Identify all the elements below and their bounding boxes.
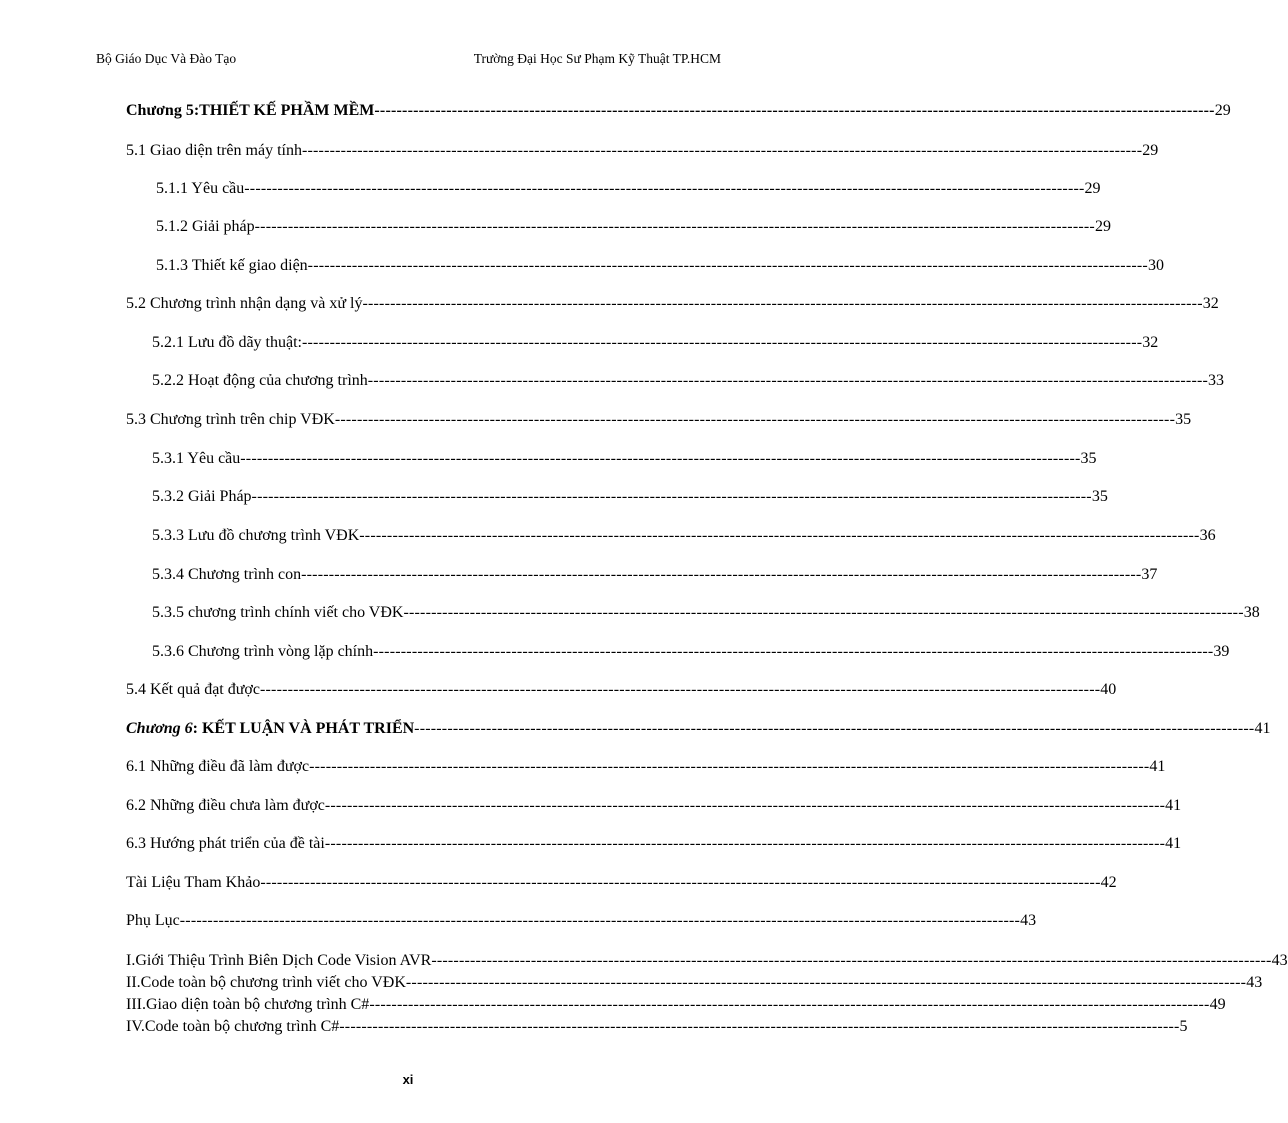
toc-leader-dots: -------------------------------------------------------------------------------------------------------------------------------------------------------- [259,681,1101,698]
toc-leader-dots: -------------------------------------------------------------------------------------------------------------------------------------------------------- [339,1018,1180,1035]
toc-page-number: 41 [1254,720,1271,737]
toc-entry[interactable] [152,565,1158,585]
toc-leader-dots: -------------------------------------------------------------------------------------------------------------------------------------------------------- [251,488,1092,505]
toc-entry[interactable] [126,873,1117,893]
page-number: xi [402,1072,414,1087]
toc-entry-title: 6.3 Hướng phát triển của đề tài [126,835,325,852]
toc-leader-dots: -------------------------------------------------------------------------------------------------------------------------------------------------------- [301,142,1143,159]
toc-entry[interactable] [152,526,1216,546]
toc-entry-title: 5.3.1 Yêu cầu [152,450,241,467]
toc-leader-dots: -------------------------------------------------------------------------------------------------------------------------------------------------------- [431,952,1272,969]
toc-page-number: 33 [1208,372,1225,389]
toc-entry[interactable] [126,973,1263,993]
toc-leader-dots: -------------------------------------------------------------------------------------------------------------------------------------------------------- [359,527,1200,544]
toc-page-number: 35 [1091,488,1108,505]
toc-entry[interactable] [126,834,1182,854]
toc-entry-title: 5.1.1 Yêu cầu [156,180,245,197]
toc-entry[interactable] [126,757,1166,777]
toc-page-number: 5 [1179,1018,1188,1035]
toc-entry[interactable] [152,642,1230,662]
toc-page-number: 35 [1080,450,1097,467]
toc-entry-title: 5.3.3 Lưu đồ chương trình VĐK [152,527,360,544]
toc-leader-dots: -------------------------------------------------------------------------------------------------------------------------------------------------------- [374,102,1215,119]
toc-entry[interactable] [156,256,1164,276]
toc-entry[interactable] [126,995,1226,1015]
toc-entry-title: 5.3.4 Chương trình con [152,566,302,583]
toc-entry-title: Tài Liệu Tham Khảo [126,874,261,891]
toc-entry[interactable] [156,217,1111,237]
toc-leader-dots: -------------------------------------------------------------------------------------------------------------------------------------------------------- [307,257,1148,274]
toc-page-number: 29 [1214,102,1231,119]
toc-leader-dots: -------------------------------------------------------------------------------------------------------------------------------------------------------- [373,643,1214,660]
toc-entry-title: 5.2 Chương trình nhận dạng và xử lý [126,295,363,312]
toc-entry[interactable] [126,719,1271,739]
toc-page-number: 32 [1142,334,1159,351]
toc-leader-dots: -------------------------------------------------------------------------------------------------------------------------------------------------------- [179,912,1021,929]
toc-page-number: 49 [1209,996,1226,1013]
toc-leader-dots: -------------------------------------------------------------------------------------------------------------------------------------------------------- [405,974,1247,991]
toc-entry-title: II.Code toàn bộ chương trình viết cho VĐK [126,974,406,991]
toc-entry-title: 5.4 Kết quả đạt được [126,681,260,698]
toc-entry[interactable] [156,179,1101,199]
header-left: Bộ Giáo Dục Và Đào Tạo [96,51,237,66]
toc-entry-title: I.Giới Thiệu Trình Biên Dịch Code Vision AVR [126,952,432,969]
header-right: Trường Đại Học Sư Phạm Kỹ Thuật TP.HCM [473,51,721,66]
toc-leader-dots: -------------------------------------------------------------------------------------------------------------------------------------------------------- [301,334,1143,351]
toc-entry[interactable] [126,101,1231,121]
toc-entry[interactable] [152,371,1225,391]
toc-leader-dots: -------------------------------------------------------------------------------------------------------------------------------------------------------- [254,218,1095,235]
toc-entry-title: 5.3.6 Chương trình vòng lặp chính [152,643,374,660]
toc-entry[interactable] [126,680,1117,700]
toc-entry[interactable] [126,294,1219,314]
toc-entry-title: 5.3 Chương trình trên chip VĐK [126,411,335,428]
toc-page-number: 29 [1084,180,1101,197]
toc-entry[interactable] [152,603,1260,623]
toc-page-number: 41 [1165,797,1182,814]
toc-entry[interactable] [126,796,1182,816]
toc-entry-title: 5.1.2 Giải pháp [156,218,255,235]
toc-entry-title: 6.2 Những điều chưa làm được [126,797,325,814]
toc-leader-dots: -------------------------------------------------------------------------------------------------------------------------------------------------------- [260,874,1101,891]
toc-leader-dots: -------------------------------------------------------------------------------------------------------------------------------------------------------- [369,996,1210,1013]
toc-entry[interactable] [126,911,1037,931]
toc-entry-title: 5.3.2 Giải Pháp [152,488,252,505]
toc-leader-dots: -------------------------------------------------------------------------------------------------------------------------------------------------------- [403,604,1244,621]
toc-leader-dots: -------------------------------------------------------------------------------------------------------------------------------------------------------- [362,295,1203,312]
toc-page-number: 37 [1141,566,1158,583]
toc-entry-title-cont: : KẾT LUẬN VÀ PHÁT TRIỂN [192,720,415,737]
toc-entry[interactable] [152,487,1108,507]
toc-entry-title: 5.1 Giao diện trên máy tính [126,142,302,159]
toc-entry-title: 5.2.1 Lưu đồ dãy thuật: [152,334,302,351]
toc-leader-dots: -------------------------------------------------------------------------------------------------------------------------------------------------------- [414,720,1255,737]
toc-leader-dots: -------------------------------------------------------------------------------------------------------------------------------------------------------- [324,797,1166,814]
toc-page-number: 38 [1243,604,1260,621]
toc-page-number: 40 [1100,681,1117,698]
toc-page-number: 42 [1100,874,1117,891]
toc-entry-title: Chương 6 [126,720,193,737]
toc-page-number: 30 [1147,257,1164,274]
toc-entry[interactable] [126,141,1159,161]
toc-leader-dots: -------------------------------------------------------------------------------------------------------------------------------------------------------- [334,411,1176,428]
toc-page-number: 41 [1149,758,1166,775]
toc-entry-title: Chương 5: [126,102,200,119]
toc-entry-title: Phụ Lục [126,912,180,929]
toc-entry-title-cont: THIẾT KẾ PHẦM MỀM [199,102,375,119]
toc-entry[interactable] [152,449,1097,469]
toc-entry[interactable] [126,410,1192,430]
toc-page-number: 43 [1246,974,1263,991]
toc-page-number: 29 [1142,142,1159,159]
toc-page-number: 36 [1199,527,1216,544]
toc-page-number: 35 [1175,411,1192,428]
toc-entry-title: IV.Code toàn bộ chương trình C# [126,1018,340,1035]
toc-leader-dots: -------------------------------------------------------------------------------------------------------------------------------------------------------- [367,372,1209,389]
toc-leader-dots: -------------------------------------------------------------------------------------------------------------------------------------------------------- [309,758,1150,775]
toc-entry-title: 5.1.3 Thiết kế giao diện [156,257,308,274]
toc-leader-dots: -------------------------------------------------------------------------------------------------------------------------------------------------------- [324,835,1166,852]
toc-leader-dots: -------------------------------------------------------------------------------------------------------------------------------------------------------- [240,450,1081,467]
toc-entry-title: 6.1 Những điều đã làm được [126,758,310,775]
toc-page-number: 41 [1165,835,1182,852]
toc-page-number: 29 [1094,218,1111,235]
toc-entry[interactable] [126,1017,1188,1037]
toc-page-number: 43 [1020,912,1037,929]
toc-page-number: 39 [1213,643,1230,660]
toc-entry-title: III.Giao diện toàn bộ chương trình C# [126,996,370,1013]
toc-entry[interactable] [126,951,1288,971]
toc-leader-dots: -------------------------------------------------------------------------------------------------------------------------------------------------------- [244,180,1085,197]
toc-entry-title: 5.2.2 Hoạt động của chương trình [152,372,368,389]
page-header [96,51,721,67]
toc-entry[interactable] [152,333,1159,353]
toc-leader-dots: -------------------------------------------------------------------------------------------------------------------------------------------------------- [301,566,1142,583]
toc-page-number: 32 [1202,295,1219,312]
toc-page-number: 43 [1271,952,1288,969]
toc-entry-title: 5.3.5 chương trình chính viết cho VĐK [152,604,404,621]
